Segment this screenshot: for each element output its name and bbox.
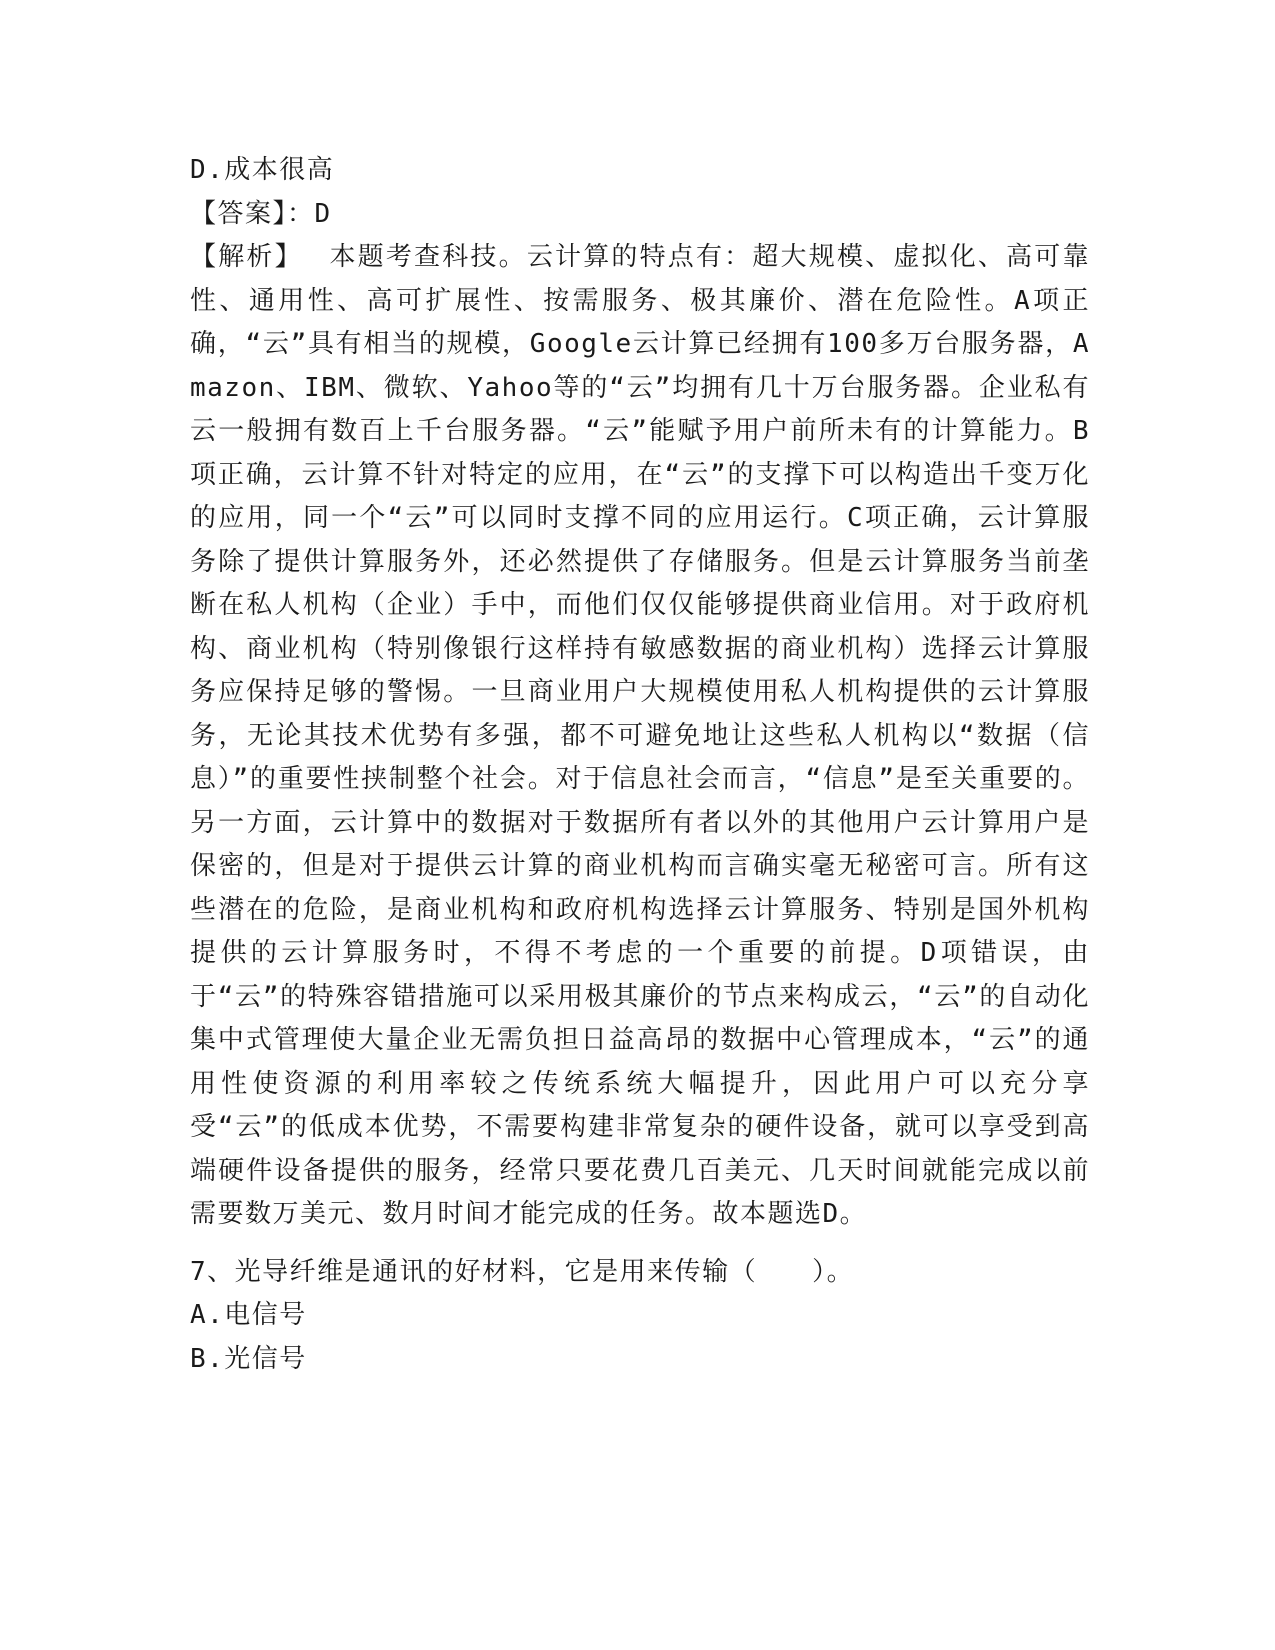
- analysis-block: [190, 236, 1090, 1237]
- analysis-text: 本题考查科技。云计算的特点有：超大规模、虚拟化、高可靠性、通用性、高可扩展性、按需服务、极其廉价、潜在危险性。A项正确，“云”具有相当的规模，Google云计算已经拥有100多万台服务器，Amazon、IBM、微软、Yahoo等的“云”均拥有几十万台服务器。企业私有云一般拥有数百上千台服务器。“云”能赋予用户前所未有的计算能力。B项正确，云计算不针对特定的应用，在“云”的支撑下可以构造出千变万化的应用，同一个“云”可以同时支撑不同的应用运行。C项正确，云计算服务除了提供计算服务外，还必然提供了存储服务。但是云计算服务当前垄断在私人机构（企业）手中，而他们仅仅能够提供商业信用。对于政府机构、商业机构（特别像银行这样持有敏感数据的商业机构）选择云计算服务应保持足够的警惕。一旦商业用户大规模使用私人机构提供的云计算服务，无论其技术优势有多强，都不可避免地让这些私人机构以“数据（信息）”的重要性挟制整个社会。对于信息社会而言，“信息”是至关重要的。另一方面，云计算中的数据对于数据所有者以外的其他用户云计算用户是保密的，但是对于提供云计算的商业机构而言确实毫无秘密可言。所有这些潜在的危险，是商业机构和政府机构选择云计算服务、特别是国外机构提供的云计算服务时，不得不考虑的一个重要的前提。D项错误，由于“云”的特殊容错措施可以采用极其廉价的节点来构成云，“云”的自动化集中式管理使大量企业无需负担日益高昂的数据中心管理成本，“云”的通用性使资源的利用率较之传统系统大幅提升，因此用户可以充分享受“云”的低成本优势，不需要构建非常复杂的硬件设备，就可以享受到高端硬件设备提供的服务，经常只要花费几百美元、几天时间就能完成以前需要数万美元、数月时间才能完成的任务。故本题选D。: [190, 242, 1090, 1229]
- answer-label: 【答案】: [190, 198, 288, 229]
- page-content: [190, 149, 1090, 1381]
- analysis-paragraph: [190, 236, 1090, 1237]
- question-7-option-a: A.电信号: [190, 1300, 307, 1330]
- option-d: D.成本很高: [190, 155, 335, 185]
- question-7-option-b: B.光信号: [190, 1343, 307, 1374]
- answer-value: ：D: [287, 198, 332, 229]
- analysis-label: 【解析】: [190, 242, 303, 272]
- question-7-stem: 7、光导纤维是通讯的好材料，它是用来传输（ ）。: [190, 1256, 855, 1287]
- answer-line: [190, 193, 1090, 237]
